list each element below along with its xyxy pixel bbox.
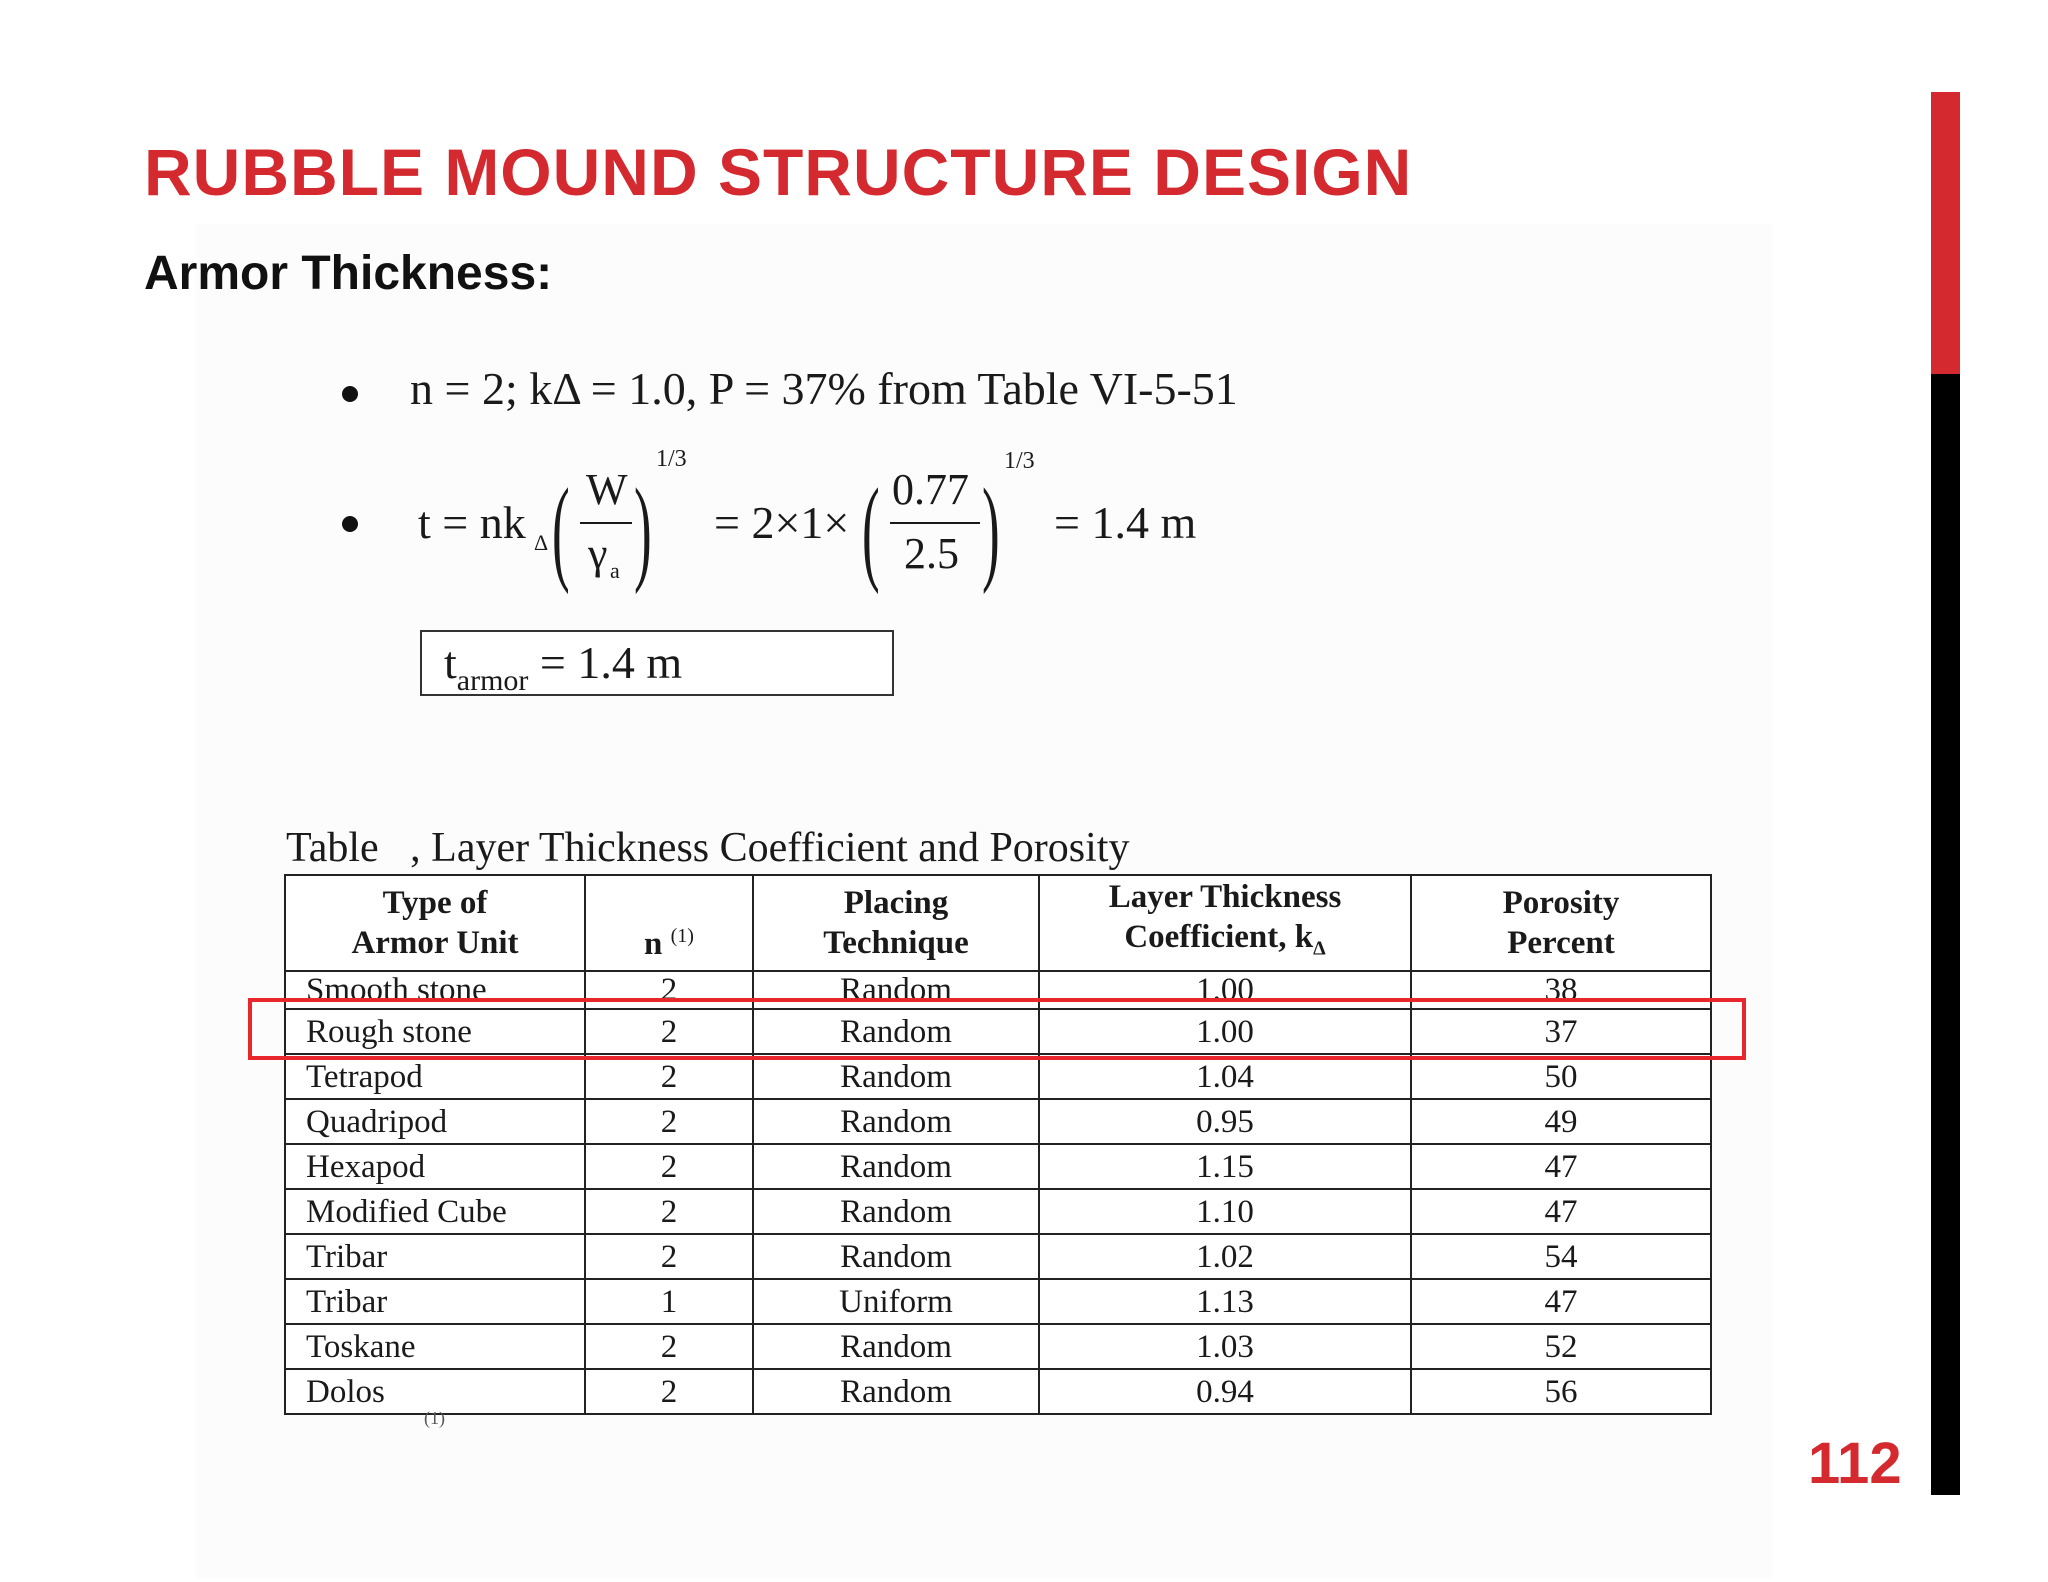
fraction-denominator: 2.5	[904, 529, 959, 578]
cell-coef: 1.00	[1039, 1009, 1411, 1054]
cell-porosity: 50	[1411, 1054, 1711, 1099]
table-row	[285, 1099, 1711, 1144]
cell-type: Rough stone	[285, 1009, 585, 1054]
fraction-w: W	[586, 465, 628, 514]
cell-coef: 1.02	[1039, 1234, 1411, 1279]
cell-type: Dolos	[285, 1369, 585, 1414]
cell-n: 2	[585, 1054, 753, 1099]
fraction-bar	[580, 522, 632, 524]
cell-porosity: 47	[1411, 1189, 1711, 1234]
header-porosity: Porosity Percent	[1411, 875, 1711, 971]
paren-right: )	[634, 464, 652, 595]
highlight-rough-stone-row	[248, 998, 1746, 1060]
cell-porosity: 49	[1411, 1099, 1711, 1144]
cell-type: Smooth stone	[285, 971, 585, 1009]
slide-title: RUBBLE MOUND STRUCTURE DESIGN	[144, 135, 1413, 209]
cell-placing: Random	[753, 1189, 1039, 1234]
fraction-bar	[890, 522, 980, 524]
bullet-dot	[342, 386, 358, 402]
thickness-equation	[414, 440, 1214, 600]
header-placing: Placing Technique	[753, 875, 1039, 971]
paren-right: )	[982, 464, 1000, 595]
cell-porosity: 56	[1411, 1369, 1711, 1414]
cell-n: 2	[585, 971, 753, 1009]
cell-porosity: 38	[1411, 971, 1711, 1009]
cell-n: 1	[585, 1279, 753, 1324]
fraction-numerator: 0.77	[892, 465, 969, 514]
cell-placing: Random	[753, 971, 1039, 1009]
header-coefficient: Layer Thickness Coefficient, $k_\Delta$	[1039, 875, 1411, 971]
cell-n: 2	[585, 1144, 753, 1189]
equation-result: = 1.4 m	[1054, 497, 1197, 548]
page-number: 112	[1808, 1431, 1902, 1496]
exponent: 1/3	[656, 446, 687, 472]
table-header-row	[285, 875, 1711, 971]
table-caption: Table , Layer Thickness Coefficient and Porosity	[286, 825, 1130, 871]
cell-n: 2	[585, 1234, 753, 1279]
cell-type: Modified Cube	[285, 1189, 585, 1234]
cell-porosity: 37	[1411, 1009, 1711, 1054]
fraction-gamma-sub: a	[610, 558, 620, 583]
equation-parameters: n = 2; kΔ = 1.0, P = 37% from Table VI-5-51	[410, 363, 1238, 414]
table-row	[285, 1279, 1711, 1324]
cell-coef: 1.13	[1039, 1279, 1411, 1324]
cell-porosity: 47	[1411, 1144, 1711, 1189]
cell-placing: Random	[753, 1009, 1039, 1054]
cell-n: 2	[585, 1189, 753, 1234]
table-row	[285, 1324, 1711, 1369]
cell-coef: 1.15	[1039, 1144, 1411, 1189]
result-box	[420, 630, 894, 696]
cell-type: Tetrapod	[285, 1054, 585, 1099]
paren-left: (	[862, 464, 880, 595]
cell-n: 2	[585, 1009, 753, 1054]
cell-placing: Random	[753, 1234, 1039, 1279]
cell-placing: Uniform	[753, 1279, 1039, 1324]
equation-mid: = 2×1×	[714, 497, 850, 548]
table-row	[285, 1144, 1711, 1189]
cell-type: Tribar	[285, 1279, 585, 1324]
equation-delta-sub: Δ	[534, 530, 549, 555]
cell-porosity: 47	[1411, 1279, 1711, 1324]
cell-porosity: 52	[1411, 1324, 1711, 1369]
cell-porosity: 54	[1411, 1234, 1711, 1279]
cell-coef: 1.03	[1039, 1324, 1411, 1369]
table-row	[285, 1189, 1711, 1234]
result-value: = 1.4 m	[528, 637, 683, 688]
cell-coef: 0.94	[1039, 1369, 1411, 1414]
cell-type: Toskane	[285, 1324, 585, 1369]
table-row	[285, 1234, 1711, 1279]
sidebar-dark-bar	[1931, 374, 1960, 1495]
coefficient-table	[284, 874, 1712, 1415]
footnote-mark: (1)	[424, 1408, 445, 1428]
fraction-gamma: γ	[588, 529, 608, 578]
table-row	[285, 1369, 1711, 1414]
cell-n: 2	[585, 1099, 753, 1144]
result-subscript: armor	[456, 664, 529, 697]
cell-placing: Random	[753, 1324, 1039, 1369]
cell-placing: Random	[753, 1369, 1039, 1414]
cell-n: 2	[585, 1324, 753, 1369]
cell-coef: 1.00	[1039, 971, 1411, 1009]
cell-type: Quadripod	[285, 1099, 585, 1144]
header-n: n $^{(1)}$	[585, 875, 753, 971]
cell-coef: 1.04	[1039, 1054, 1411, 1099]
cell-coef: 0.95	[1039, 1099, 1411, 1144]
result-t: t	[444, 637, 457, 688]
slide-subtitle: Armor Thickness:	[144, 247, 553, 300]
paren-left: (	[552, 464, 570, 595]
exponent: 1/3	[1004, 448, 1035, 474]
cell-type: Tribar	[285, 1234, 585, 1279]
bullet-dot	[342, 516, 358, 532]
cell-coef: 1.10	[1039, 1189, 1411, 1234]
cell-placing: Random	[753, 1099, 1039, 1144]
cell-type: Hexapod	[285, 1144, 585, 1189]
cell-n: 2	[585, 1369, 753, 1414]
sidebar-accent-bar	[1931, 92, 1960, 374]
cell-placing: Random	[753, 1144, 1039, 1189]
table-row	[285, 1054, 1711, 1099]
cell-placing: Random	[753, 1054, 1039, 1099]
header-type: Type of Armor Unit	[285, 875, 585, 971]
equation-lhs: t = nk	[418, 497, 526, 548]
